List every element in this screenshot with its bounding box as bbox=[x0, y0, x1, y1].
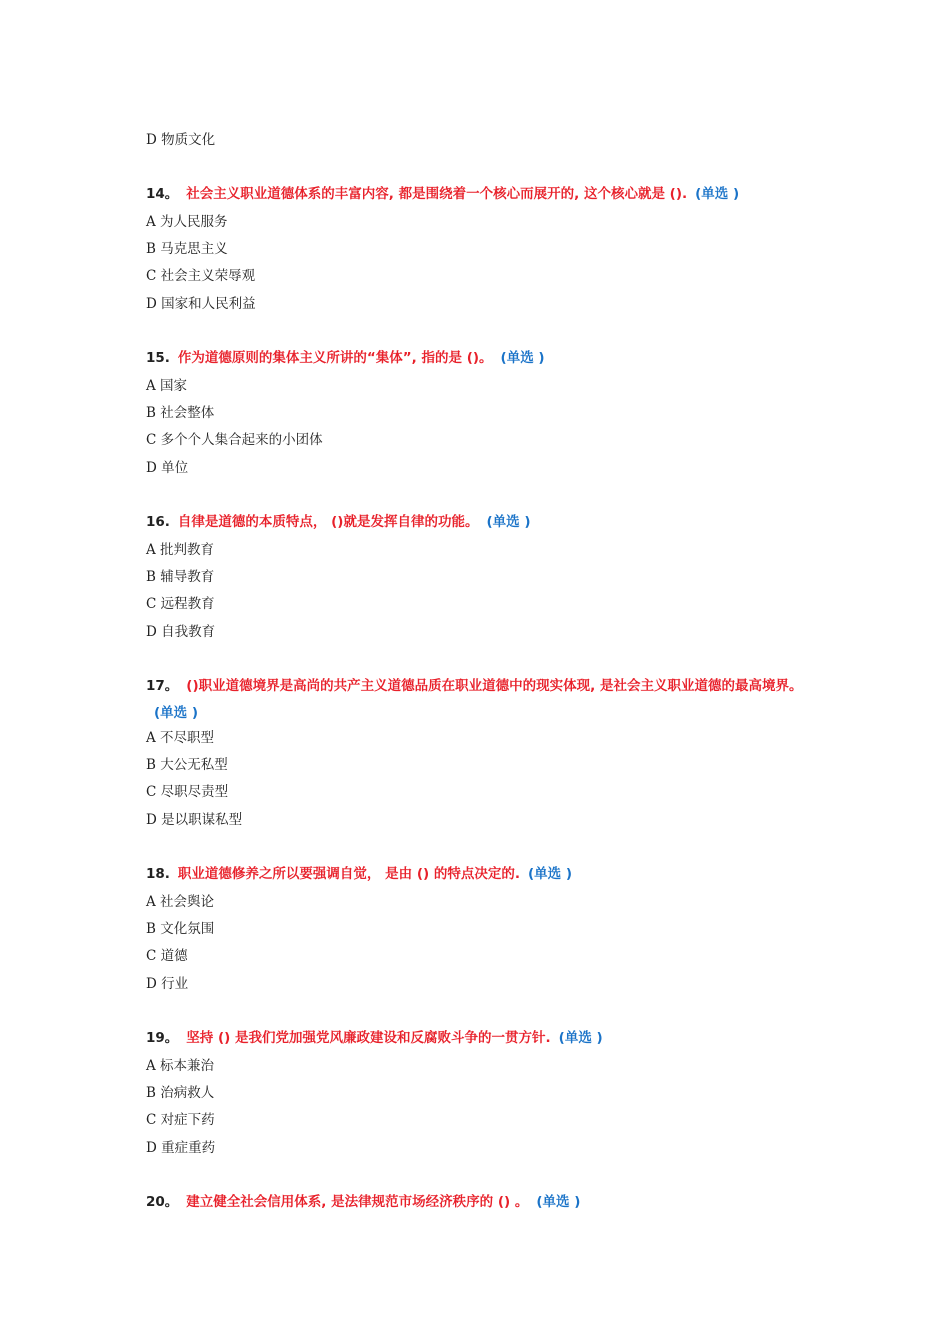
question-type: (单选 ) bbox=[486, 514, 531, 530]
option-17-a: A 不尽职型 bbox=[146, 730, 215, 746]
option-15-a: A 国家 bbox=[146, 378, 188, 394]
question-14 bbox=[146, 181, 811, 208]
option-16-c: C 远程教育 bbox=[146, 596, 215, 612]
question-type: (单选 ) bbox=[528, 866, 573, 882]
question-type: (单选 ) bbox=[500, 350, 545, 366]
question-text: 作为道德原则的集体主义所讲的“集体”, 指的是 ()。 bbox=[177, 350, 493, 366]
question-17 bbox=[146, 673, 811, 727]
question-19 bbox=[146, 1025, 811, 1052]
question-text: 建立健全社会信用体系, 是法律规范市场经济秩序的 () 。 bbox=[186, 1194, 529, 1210]
option-15-b: B 社会整体 bbox=[146, 405, 215, 421]
question-type: (单选 ) bbox=[695, 186, 740, 202]
option-18-c: C 道德 bbox=[146, 948, 188, 964]
option-17-b: B 大公无私型 bbox=[146, 757, 228, 773]
question-type: (单选 ) bbox=[154, 705, 199, 721]
question-type: (单选 ) bbox=[558, 1030, 603, 1046]
option-16-b: B 辅导教育 bbox=[146, 569, 215, 585]
option-19-b: B 治病救人 bbox=[146, 1085, 215, 1101]
question-number: 15. bbox=[146, 350, 170, 366]
option-18-d: D 行业 bbox=[146, 976, 189, 992]
question-number: 20。 bbox=[146, 1194, 179, 1210]
question-18 bbox=[146, 861, 811, 888]
question-number: 16. bbox=[146, 514, 170, 530]
question-text: 社会主义职业道德体系的丰富内容, 都是围绕着一个核心而展开的, 这个核心就是 (). bbox=[186, 186, 688, 202]
question-number: 19。 bbox=[146, 1030, 179, 1046]
option-16-d: D 自我教育 bbox=[146, 624, 216, 640]
option-18-a: A 社会舆论 bbox=[146, 894, 215, 910]
question-number: 18. bbox=[146, 866, 170, 882]
option-13-d: D 物质文化 bbox=[146, 132, 216, 148]
option-19-d: D 重症重药 bbox=[146, 1140, 216, 1156]
option-14-a: A 为人民服务 bbox=[146, 214, 228, 230]
question-text: 职业道德修养之所以要强调自觉， 是由 () 的特点决定的. bbox=[177, 866, 520, 882]
option-19-a: A 标本兼治 bbox=[146, 1058, 215, 1074]
question-text: 自律是道德的本质特点， ()就是发挥自律的功能。 bbox=[177, 514, 479, 530]
question-15 bbox=[146, 345, 811, 372]
question-text: ()职业道德境界是高尚的共产主义道德品质在职业道德中的现实体现, 是社会主义职业道德的最高境界。 bbox=[186, 678, 803, 694]
option-18-b: B 文化氛围 bbox=[146, 921, 215, 937]
option-14-b: B 马克思主义 bbox=[146, 241, 228, 257]
question-text: 坚持 () 是我们党加强党风廉政建设和反腐败斗争的一贯方针. bbox=[186, 1030, 551, 1046]
question-16 bbox=[146, 509, 811, 536]
option-15-c: C 多个个人集合起来的小团体 bbox=[146, 432, 323, 448]
option-16-a: A 批判教育 bbox=[146, 542, 215, 558]
question-20 bbox=[146, 1189, 811, 1216]
question-number: 14。 bbox=[146, 186, 179, 202]
option-14-d: D 国家和人民利益 bbox=[146, 296, 256, 312]
option-17-c: C 尽职尽责型 bbox=[146, 784, 229, 800]
option-15-d: D 单位 bbox=[146, 460, 189, 476]
option-19-c: C 对症下药 bbox=[146, 1112, 215, 1128]
option-14-c: C 社会主义荣辱观 bbox=[146, 268, 256, 284]
question-number: 17。 bbox=[146, 678, 179, 694]
option-17-d: D 是以职谋私型 bbox=[146, 812, 243, 828]
question-type: (单选 ) bbox=[536, 1194, 581, 1210]
